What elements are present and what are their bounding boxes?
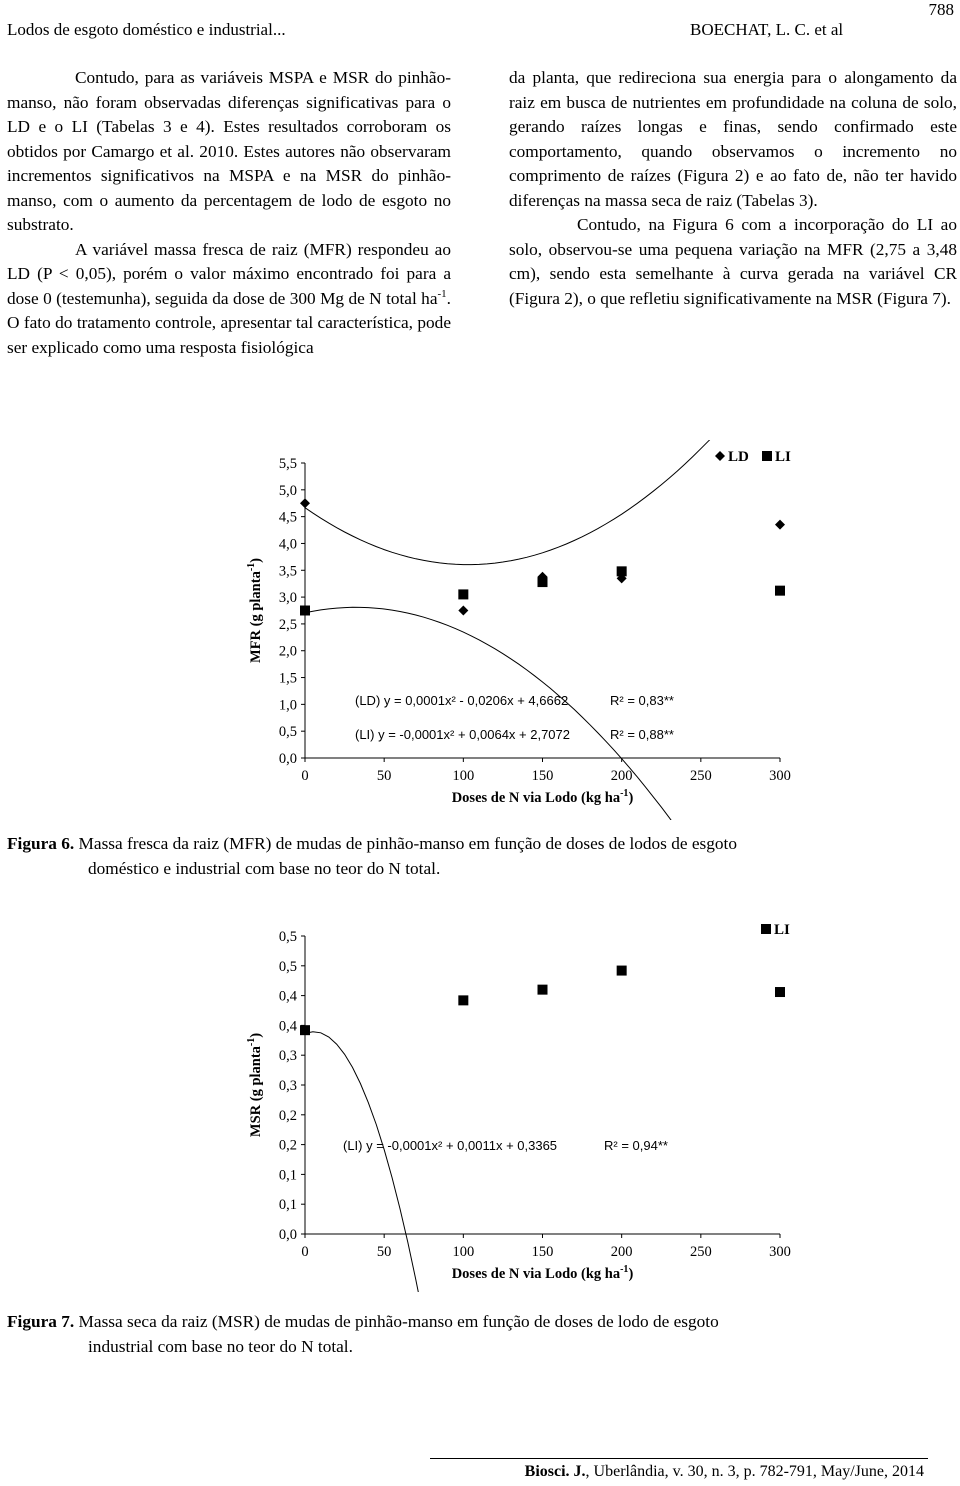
- caption-text: Massa seca da raiz (MSR) de mudas de pinhão-manso em função de doses de lodo de esgoto: [78, 1312, 719, 1331]
- data-point-li: [617, 566, 627, 576]
- caption-text: doméstico e industrial com base no teor do N total.: [88, 858, 441, 878]
- data-point-li: [538, 577, 548, 587]
- figure-7-chart: [230, 912, 830, 1292]
- y-tick-label: 0,5: [278, 929, 297, 945]
- figure-label: Figura 7.: [7, 1312, 75, 1331]
- data-point-li: [300, 606, 310, 616]
- y-tick-label: 2,0: [278, 643, 297, 660]
- regression-equation: (LI) y = -0,0001x² + 0,0064x + 2,7072: [355, 727, 571, 742]
- paragraph: da planta, que redireciona sua energia para o alongamento da raiz em busca de nutrientes em profundidade na coluna de solo, gerando raízes longas e finas, sendo confirmado este comportamento, quando observamos o incremento no comprimento de raízes (Figura 2) e ao fato de, não ter havido diferenças na massa seca de raiz (Tabelas 3).: [509, 68, 957, 210]
- figure-label: Figura 6.: [7, 834, 75, 853]
- r-squared: R² = 0,88**: [610, 727, 674, 742]
- page-number: 788: [928, 0, 954, 19]
- y-tick-label: 0,0: [278, 1227, 297, 1243]
- r-squared: R² = 0,83**: [610, 693, 674, 708]
- x-tick-label: 300: [769, 1244, 791, 1260]
- data-point-li: [458, 995, 468, 1005]
- x-tick-label: 150: [531, 1244, 554, 1260]
- y-tick-label: 0,3: [278, 1078, 297, 1094]
- running-header-title: Lodos de esgoto doméstico e industrial...: [7, 20, 286, 39]
- journal-name: Biosci. J.: [524, 1463, 586, 1480]
- y-tick-label: 0,3: [278, 1048, 297, 1065]
- legend-marker: [762, 451, 772, 461]
- data-point-li: [300, 1025, 310, 1035]
- y-tick-label: 0,2: [278, 1107, 297, 1124]
- caption-text: industrial com base no teor do N total.: [88, 1336, 353, 1356]
- caption-text: Massa fresca da raiz (MFR) de mudas de pinhão-manso em função de doses de lodos de esgoto: [78, 834, 737, 853]
- y-tick-label: 2,5: [278, 616, 297, 633]
- figure-6-chart: [230, 440, 830, 820]
- paragraph: Contudo, para as variáveis MSPA e MSR do pinhão-manso, não foram observadas diferenças significativas para o LD e o LI (Tabelas 3 e 4). Estes resultados corroboram os obtidos por Camargo et al. 2010. Estes autores não observaram incrementos significativos na MSPA e na MSR do pinhão-manso, com o aumento da percentagem de lodo de esgoto no substrato.: [7, 68, 451, 234]
- y-tick-label: 4,0: [278, 536, 297, 553]
- data-point-ld: [458, 606, 468, 616]
- trendline-li: [305, 607, 780, 820]
- footer-rule: [430, 1458, 928, 1459]
- y-tick-label: 1,5: [278, 670, 297, 687]
- y-tick-label: 3,0: [278, 590, 297, 607]
- x-tick-label: 50: [376, 768, 392, 784]
- y-tick-label: 0,4: [278, 1018, 297, 1035]
- y-axis-title: MSR (g planta$^{-1}$): [246, 1032, 264, 1138]
- x-tick-label: 200: [610, 1244, 633, 1260]
- x-tick-label: 200: [610, 768, 633, 784]
- legend-label: LI: [774, 922, 790, 938]
- x-tick-label: 0: [301, 768, 309, 784]
- y-tick-label: 0,1: [278, 1197, 297, 1214]
- y-tick-label: 0,0: [278, 751, 297, 767]
- trendline-ld: [305, 440, 780, 565]
- y-tick-label: 0,2: [278, 1137, 297, 1154]
- paragraph: Contudo, na Figura 6 com a incorporação do LI ao solo, observou-se uma pequena variação na MFR (2,75 a 3,48 cm), sendo esta semelhante à curva gerada na variável CR (Figura 2), o que refletiu significativamente na MSR (Figura 7).: [509, 215, 957, 308]
- y-tick-label: 0,5: [278, 958, 297, 975]
- data-point-li: [458, 589, 468, 599]
- y-axis-title: MFR (g planta$^{-1}$): [246, 557, 264, 664]
- right-column: [509, 66, 957, 311]
- x-tick-label: 100: [452, 1244, 475, 1260]
- left-column: [7, 66, 451, 360]
- x-axis-title: Doses de N via Lodo (kg $ha^{-1}$): [451, 788, 634, 806]
- x-axis-title: Doses de N via Lodo (kg $ha^{-1}$): [451, 1264, 634, 1282]
- superscript: -1: [437, 287, 447, 300]
- legend-label: LD: [728, 449, 749, 465]
- regression-equation: (LI) y = -0,0001x² + 0,0011x + 0,3365: [343, 1138, 558, 1153]
- x-tick-label: 300: [769, 768, 791, 784]
- regression-equation: (LD) y = 0,0001x² - 0,0206x + 4,6662: [355, 693, 569, 708]
- x-tick-label: 0: [301, 1244, 309, 1260]
- x-tick-label: 50: [376, 1244, 392, 1260]
- r-squared: R² = 0,94**: [604, 1138, 668, 1153]
- data-point-ld: [300, 498, 310, 508]
- paragraph-text: A variável massa fresca de raiz (MFR) respondeu ao LD (P < 0,05), porém o valor máximo encontrado foi para a dose 0 (testemunha), seguida da dose de 300 Mg de N total ha: [7, 239, 451, 308]
- y-tick-label: 0,4: [278, 988, 297, 1005]
- data-point-ld: [775, 520, 785, 530]
- x-tick-label: 100: [452, 768, 475, 784]
- x-tick-label: 250: [689, 1244, 712, 1260]
- x-tick-label: 150: [531, 768, 554, 784]
- data-point-li: [538, 985, 548, 995]
- data-point-li: [775, 987, 785, 997]
- y-tick-label: 3,5: [278, 563, 297, 580]
- y-tick-label: 0,5: [278, 724, 297, 741]
- legend-marker: [761, 924, 771, 934]
- figure-7-caption: [7, 1310, 957, 1359]
- data-point-li: [775, 586, 785, 596]
- legend-marker: [715, 451, 725, 461]
- legend-label: LI: [775, 449, 791, 465]
- y-tick-label: 5,5: [278, 456, 297, 472]
- y-tick-label: 4,5: [278, 509, 297, 526]
- data-point-li: [617, 966, 627, 976]
- journal-citation: [525, 1463, 924, 1481]
- y-tick-label: 0,1: [278, 1167, 297, 1184]
- figure-6-caption: [7, 832, 957, 881]
- y-tick-label: 5,0: [278, 482, 297, 499]
- y-tick-label: 1,0: [278, 697, 297, 714]
- running-header-authors: BOECHAT, L. C. et al: [690, 20, 844, 39]
- paragraph-text: . O fato do tratamento controle, apresentar tal característica, pode ser explicado como uma resposta fisiológica: [7, 288, 451, 357]
- paragraph: [7, 238, 451, 361]
- x-tick-label: 250: [689, 768, 712, 784]
- citation-details: , Uberlândia, v. 30, n. 3, p. 782-791, May/June, 2014: [585, 1463, 924, 1480]
